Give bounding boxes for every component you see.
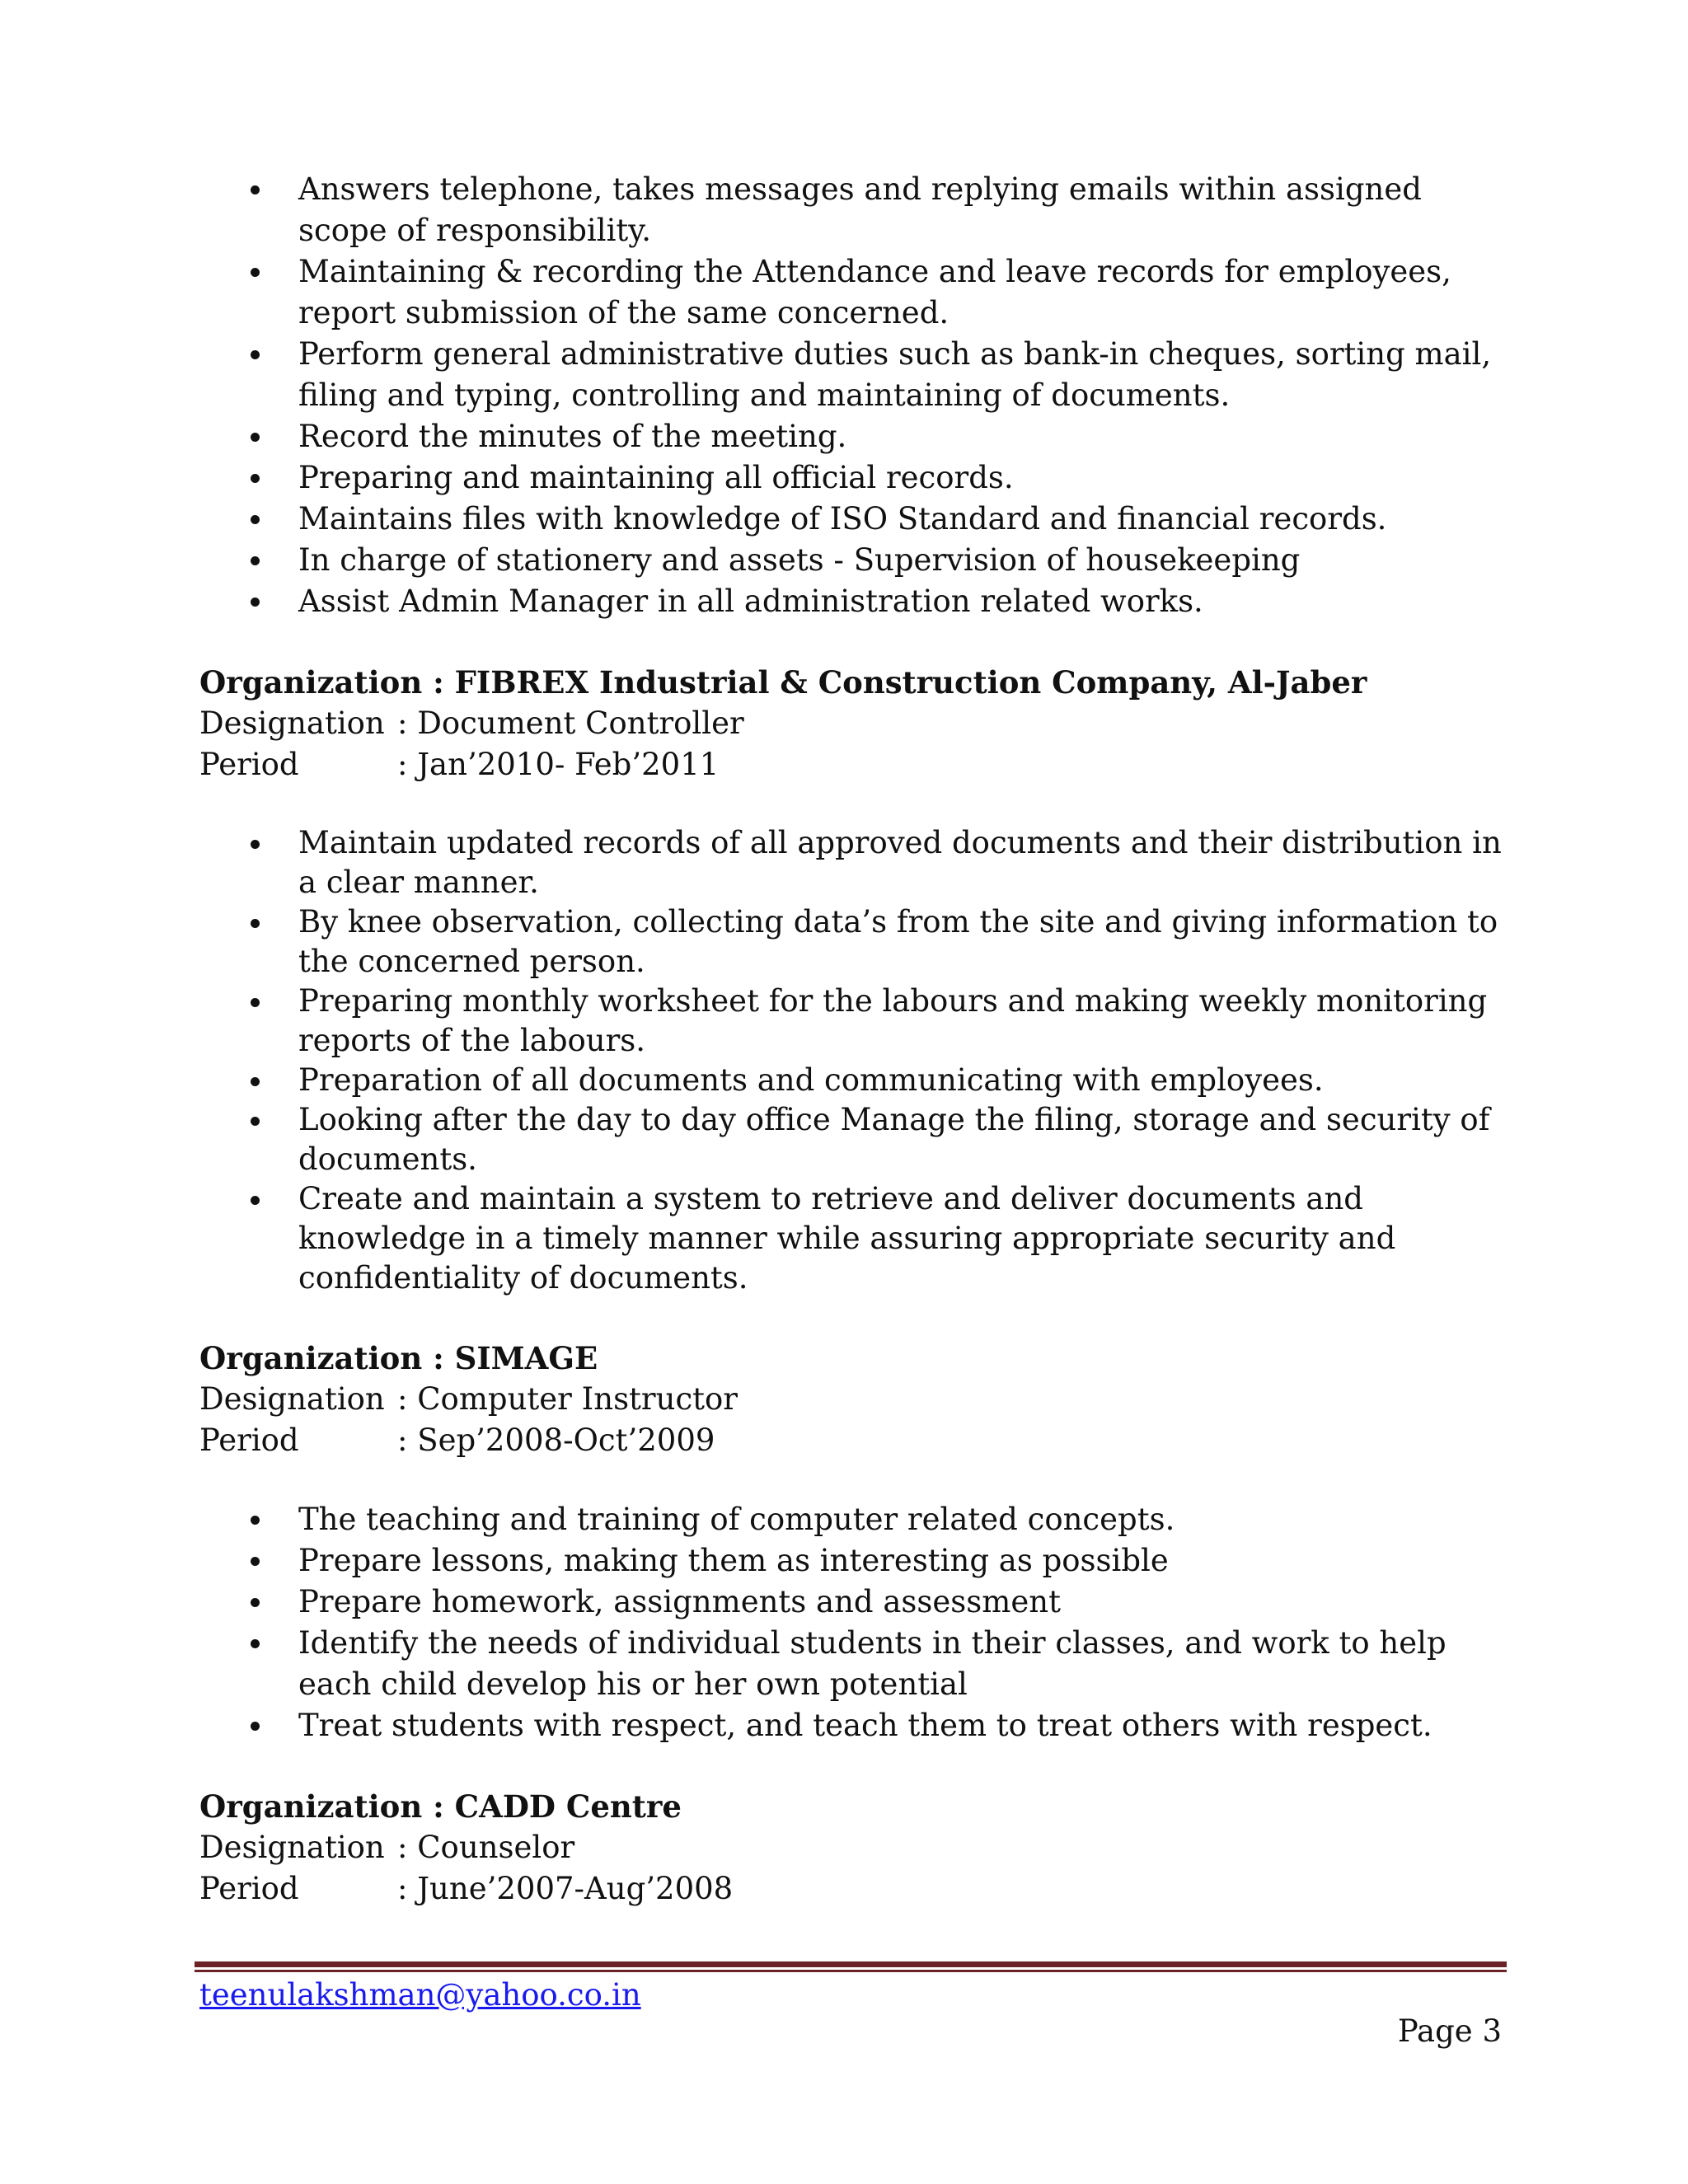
designation-label: Designation (199, 1381, 385, 1417)
bullet-icon (251, 474, 260, 483)
designation-value: : Counselor (397, 1830, 575, 1865)
bullet-icon (251, 185, 260, 194)
list-item: Preparing and maintaining all official records. (199, 457, 1502, 499)
list-item: Record the minutes of the meeting. (199, 416, 1502, 457)
period-row (199, 1868, 1502, 1910)
list-item: Preparing monthly worksheet for the labours and making weekly monitoring reports of the labours. (199, 982, 1502, 1061)
period-row (199, 1420, 1502, 1461)
intro-bullet-list (199, 169, 1502, 622)
list-item: Maintain updated records of all approved documents and their distribution in a clear manner. (199, 823, 1502, 902)
spacer (199, 1298, 1502, 1338)
designation-row (199, 1827, 1502, 1868)
period-value: : June’2007-Aug’2008 (397, 1871, 734, 1906)
spacer (199, 1746, 1502, 1786)
designation-row (199, 1379, 1502, 1420)
page-content (199, 169, 1502, 1910)
bullet-icon (251, 268, 260, 277)
page-number: Page 3 (1397, 2013, 1502, 2049)
list-item: Answers telephone, takes messages and replying emails within assigned scope of responsibility. (199, 169, 1502, 251)
bullet-icon (251, 1196, 260, 1205)
list-item: The teaching and training of computer related concepts. (199, 1499, 1502, 1540)
job-section-simage (199, 1338, 1502, 1746)
bullet-icon (251, 556, 260, 565)
list-item: Create and maintain a system to retrieve and deliver documents and knowledge in a timely manner while assuring appropriate security and confidentiality of documents. (199, 1179, 1502, 1298)
bullet-icon (251, 598, 260, 607)
spacer (199, 1461, 1502, 1499)
list-item: Perform general administrative duties such as bank-in cheques, sorting mail, filing and typing, controlling and maintaining of documents. (199, 334, 1502, 416)
list-item: Maintaining & recording the Attendance and leave records for employees, report submission of the same concerned. (199, 251, 1502, 334)
bullet-icon (251, 1722, 260, 1731)
organization-heading: Organization : CADD Centre (199, 1788, 682, 1825)
list-item: Identify the needs of individual students in their classes, and work to help each child develop his or her own potential (199, 1623, 1502, 1705)
bullet-icon (251, 1598, 260, 1607)
bullet-icon (251, 433, 260, 442)
designation-value: : Document Controller (397, 705, 744, 741)
footer-email-link[interactable]: teenulakshman@yahoo.co.in (199, 1977, 641, 2013)
period-value: : Jan’2010- Feb’2011 (397, 747, 720, 782)
list-item: Prepare lessons, making them as interesting as possible (199, 1540, 1502, 1582)
job-section-fibrex (199, 662, 1502, 1298)
list-item: Looking after the day to day office Manage the filing, storage and security of documents. (199, 1100, 1502, 1179)
footer-rule-thin (195, 1970, 1507, 1972)
job-bullet-list (199, 823, 1502, 1298)
period-row (199, 744, 1502, 785)
bullet-icon (251, 1516, 260, 1525)
spacer (199, 622, 1502, 662)
list-item: In charge of stationery and assets - Supervision of housekeeping (199, 540, 1502, 581)
bullet-icon (251, 1077, 260, 1086)
designation-label: Designation (199, 1830, 385, 1865)
designation-label: Designation (199, 705, 385, 741)
period-label: Period (199, 747, 299, 782)
job-section-cadd-centre (199, 1786, 1502, 1910)
bullet-icon (251, 1117, 260, 1126)
period-value: : Sep’2008-Oct’2009 (397, 1422, 715, 1458)
bullet-icon (251, 1639, 260, 1648)
job-bullet-list (199, 1499, 1502, 1746)
footer-divider (195, 1961, 1507, 1972)
list-item: Treat students with respect, and teach them to treat others with respect. (199, 1705, 1502, 1746)
designation-value: : Computer Instructor (397, 1381, 738, 1417)
bullet-icon (251, 1557, 260, 1566)
list-item: Prepare homework, assignments and assessment (199, 1582, 1502, 1623)
period-label: Period (199, 1871, 299, 1906)
list-item: Maintains files with knowledge of ISO Standard and financial records. (199, 499, 1502, 540)
organization-heading: Organization : SIMAGE (199, 1340, 598, 1376)
bullet-icon (251, 350, 260, 359)
footer-rule-thick (195, 1961, 1507, 1967)
bullet-icon (251, 515, 260, 524)
bullet-icon (251, 919, 260, 928)
period-label: Period (199, 1422, 299, 1458)
list-item: Assist Admin Manager in all administration related works. (199, 581, 1502, 622)
spacer (199, 785, 1502, 823)
list-item: Preparation of all documents and communicating with employees. (199, 1061, 1502, 1100)
organization-heading: Organization : FIBREX Industrial & Construction Company, Al-Jaber (199, 664, 1367, 701)
bullet-icon (251, 840, 260, 849)
designation-row (199, 703, 1502, 744)
list-item: By knee observation, collecting data’s from the site and giving information to the concerned person. (199, 902, 1502, 982)
bullet-icon (251, 998, 260, 1007)
